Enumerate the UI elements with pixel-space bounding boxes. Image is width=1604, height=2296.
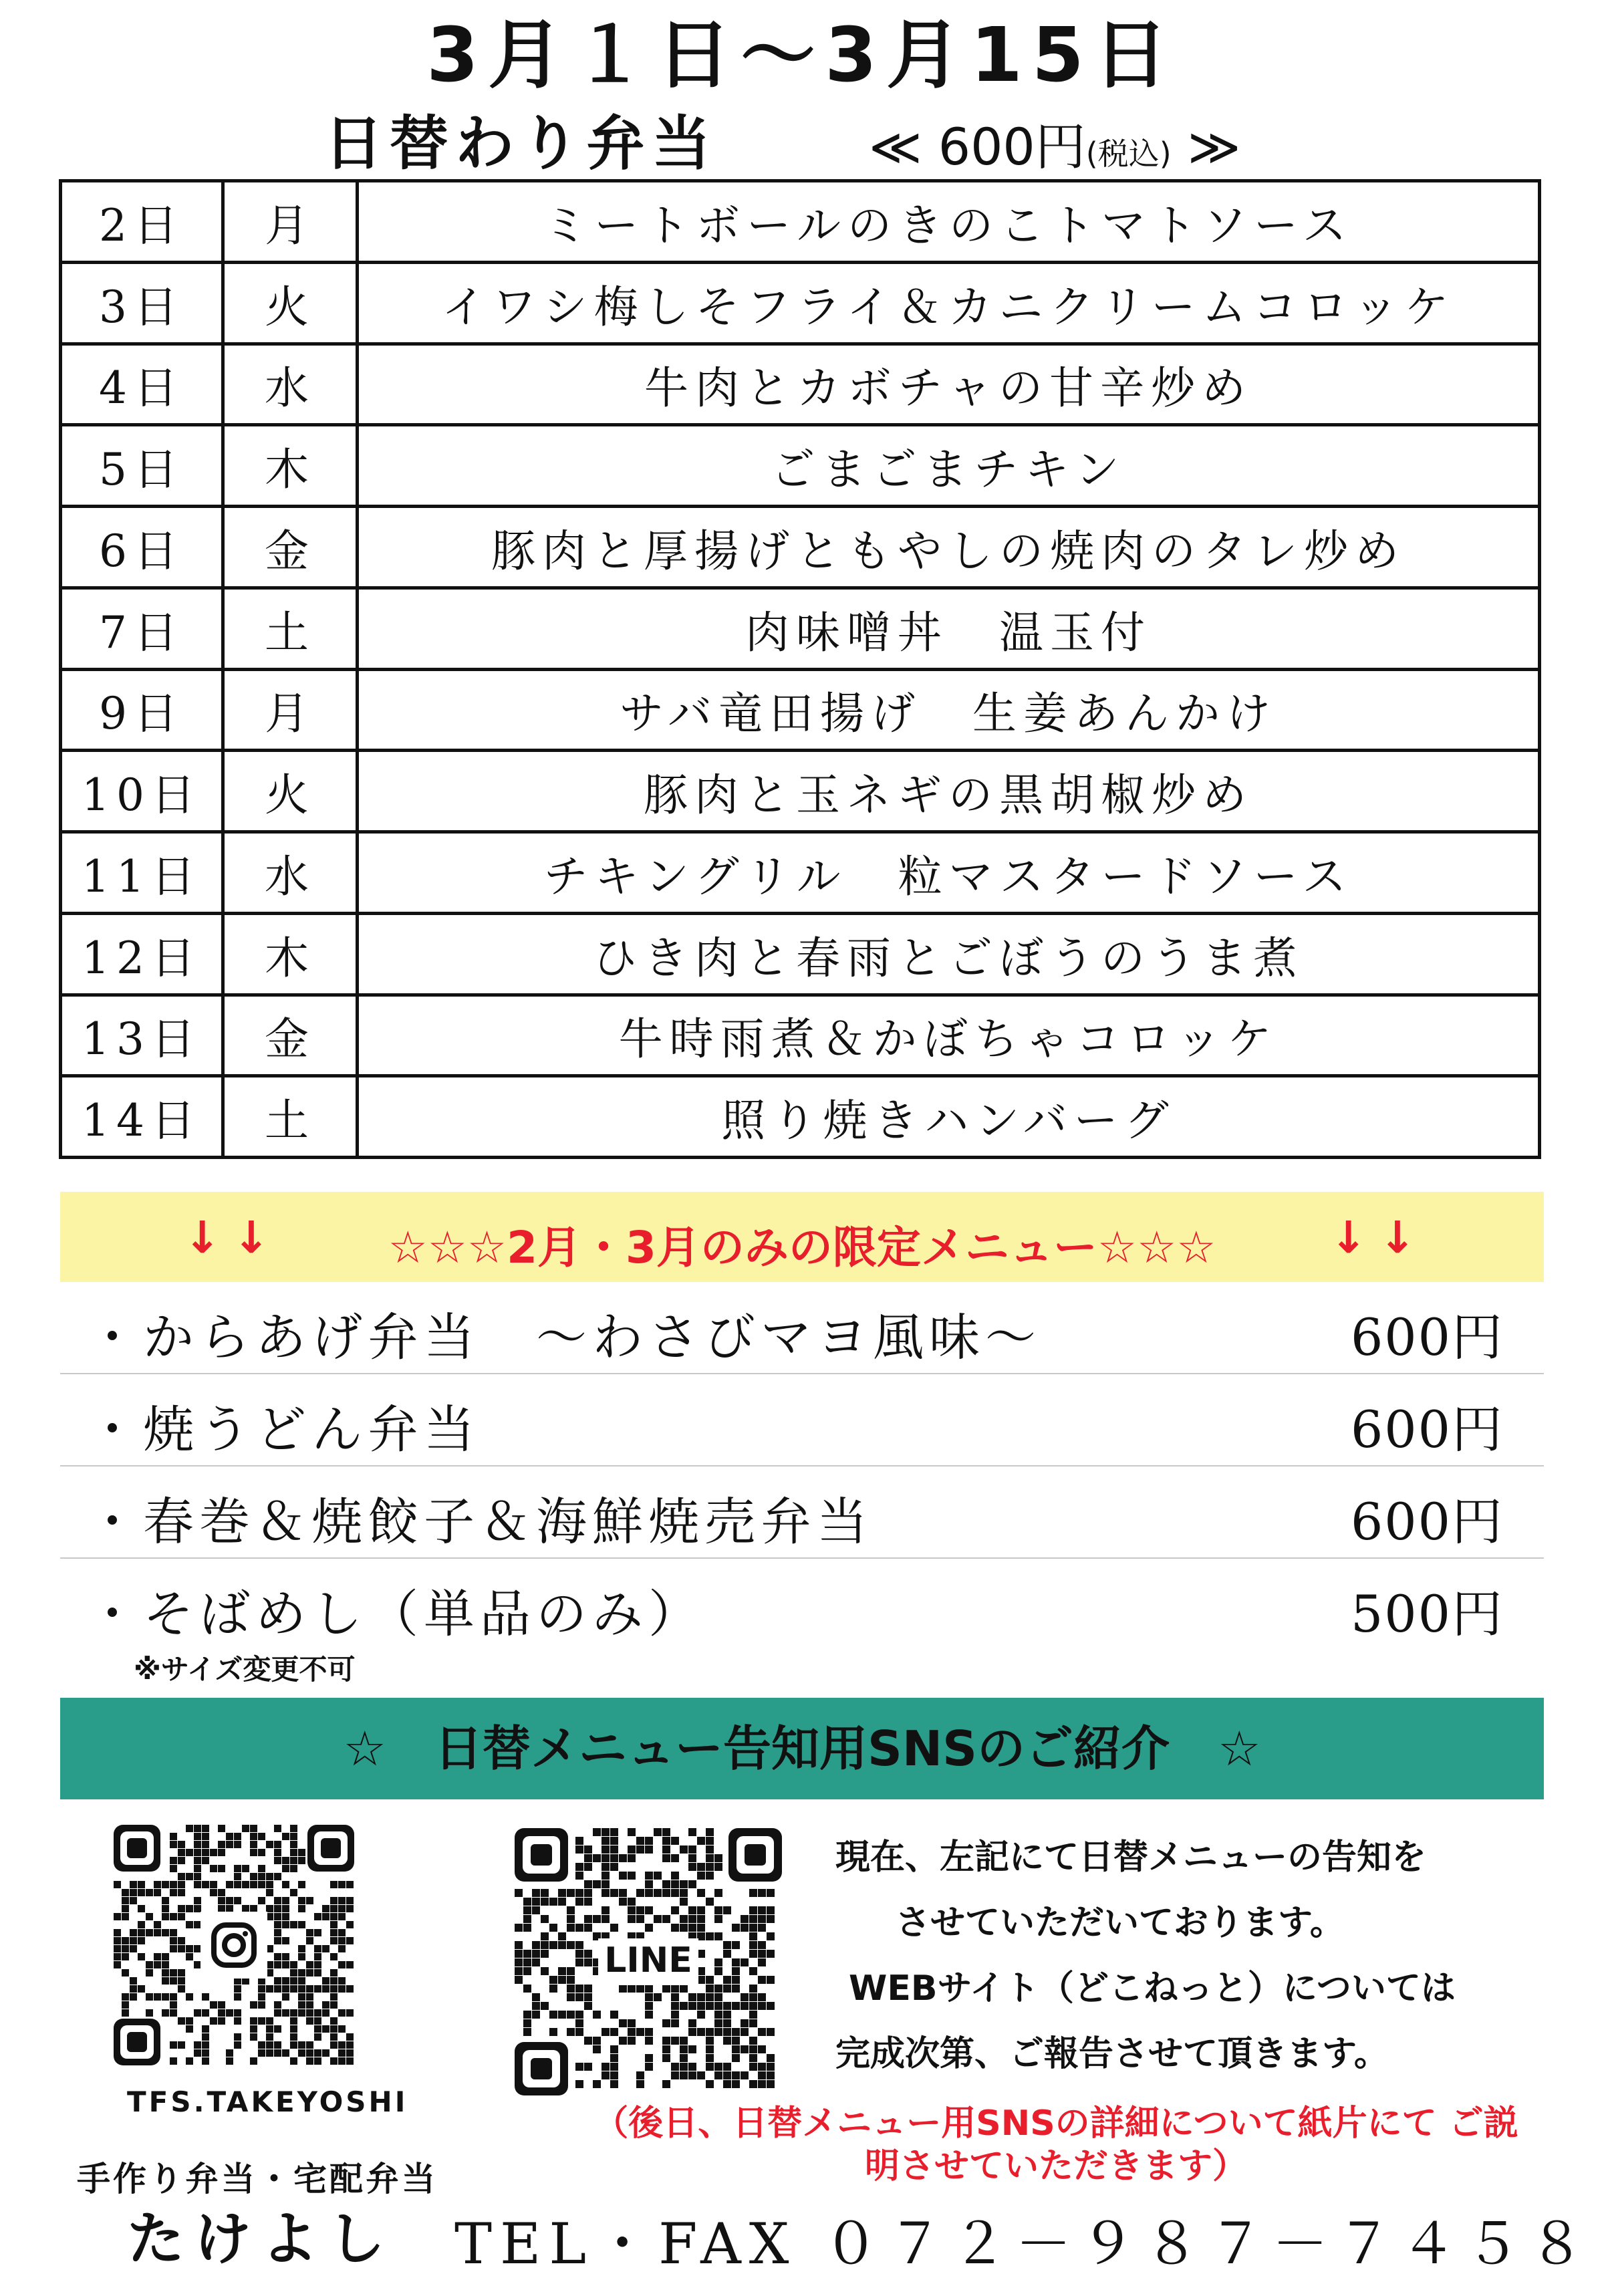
- menu-row: [61, 344, 1540, 425]
- info-line: させていただいております。: [896, 1903, 1345, 1943]
- menu-row: [61, 507, 1540, 588]
- menu-row: [61, 669, 1540, 751]
- info-line: 完成次第、ご報告させて頂きます。: [835, 2034, 1389, 2074]
- info-line: 現在、左記にて日替メニューの告知を: [835, 1837, 1427, 1878]
- menu-row: [61, 1076, 1540, 1158]
- menu-dish: チキングリル 粒マスタードソース: [358, 832, 1540, 914]
- price-main: ≪ 600円: [869, 117, 1086, 176]
- line-qr-code[interactable]: [515, 1828, 782, 2095]
- menu-weekday: 水: [223, 344, 358, 425]
- menu-subtitle: 日替わり弁当: [324, 109, 718, 178]
- red-note: （後日、日替メニュー用SNSの詳細について紙片にて ご説明させていただきます）: [593, 2103, 1518, 2186]
- page-title: 3月１日～3月15日: [426, 12, 1178, 99]
- menu-row: [61, 913, 1540, 995]
- menu-dish: 牛時雨煮＆かぼちゃコロッケ: [358, 995, 1540, 1076]
- menu-weekday: 火: [223, 751, 358, 832]
- arrows-right: ↓↓: [1330, 1212, 1428, 1263]
- info-text: [835, 1825, 1530, 2087]
- menu-dish: 照り焼きハンバーグ: [358, 1076, 1540, 1158]
- menu-day: 9日: [61, 669, 223, 751]
- limited-menu-list: [60, 1282, 1544, 1650]
- instagram-qr-code[interactable]: [114, 1825, 354, 2065]
- limited-item-name: ・焼うどん弁当: [87, 1400, 480, 1459]
- limited-menu-item: [60, 1282, 1544, 1374]
- limited-banner-text: ☆☆☆2月・3月のみの限定メニュー☆☆☆: [388, 1222, 1216, 1273]
- limited-menu-banner: [60, 1192, 1544, 1282]
- menu-weekday: 土: [223, 588, 358, 669]
- info-line: WEBサイト（どこねっと）については: [849, 1968, 1456, 2009]
- shop-tagline: 手作り弁当・宅配弁当: [77, 2159, 438, 2198]
- menu-dish: 豚肉と玉ネギの黒胡椒炒め: [358, 751, 1540, 832]
- menu-row: [61, 425, 1540, 507]
- price-label: [869, 114, 1240, 187]
- menu-dish: 豚肉と厚揚げともやしの焼肉のタレ炒め: [358, 507, 1540, 588]
- shop-name: たけよし: [127, 2205, 394, 2273]
- menu-weekday: 月: [223, 669, 358, 751]
- menu-day: 2日: [61, 181, 223, 263]
- menu-dish: 肉味噌丼 温玉付: [358, 588, 1540, 669]
- instagram-qr-label: TFS.TAKEYOSHI: [127, 2085, 408, 2118]
- menu-dish: サバ竜田揚げ 生姜あんかけ: [358, 669, 1540, 751]
- menu-day: 5日: [61, 425, 223, 507]
- menu-dish: イワシ梅しそフライ＆カニクリームコロッケ: [358, 262, 1540, 344]
- menu-day: 10日: [61, 751, 223, 832]
- menu-row: [61, 751, 1540, 832]
- menu-day: 13日: [61, 995, 223, 1076]
- menu-weekday: 土: [223, 1076, 358, 1158]
- menu-day: 11日: [61, 832, 223, 914]
- limited-item-name: ・春巻＆焼餃子＆海鮮焼売弁当: [87, 1492, 873, 1551]
- menu-weekday: 水: [223, 832, 358, 914]
- limited-menu-item: [60, 1374, 1544, 1466]
- daily-menu-table: [59, 179, 1541, 1159]
- menu-row: [61, 262, 1540, 344]
- price-suffix: ≫: [1171, 117, 1241, 176]
- menu-day: 7日: [61, 588, 223, 669]
- instagram-icon: [211, 1922, 257, 1968]
- sns-banner: ☆ 日替メニュー告知用SNSのご紹介 ☆: [60, 1698, 1544, 1799]
- limited-item-price: 500円: [1350, 1584, 1504, 1644]
- menu-row: [61, 181, 1540, 263]
- menu-weekday: 金: [223, 995, 358, 1076]
- limited-menu-item: [60, 1466, 1544, 1559]
- menu-day: 12日: [61, 913, 223, 995]
- line-icon: LINE: [604, 1940, 692, 1981]
- menu-weekday: 木: [223, 425, 358, 507]
- menu-weekday: 木: [223, 913, 358, 995]
- menu-weekday: 月: [223, 181, 358, 263]
- limited-item-name: ・からあげ弁当 ～わさびマヨ風味～: [87, 1307, 1041, 1367]
- menu-dish: ごまごまチキン: [358, 425, 1540, 507]
- limited-item-price: 600円: [1350, 1492, 1504, 1551]
- arrows-left: ↓↓: [184, 1212, 282, 1263]
- menu-day: 6日: [61, 507, 223, 588]
- limited-menu-item: [60, 1559, 1544, 1650]
- limited-item-price: 600円: [1350, 1400, 1504, 1459]
- menu-dish: ひき肉と春雨とごぼうのうま煮: [358, 913, 1540, 995]
- menu-row: [61, 832, 1540, 914]
- menu-weekday: 金: [223, 507, 358, 588]
- limited-item-name: ・そばめし（単品のみ）: [87, 1584, 704, 1644]
- menu-row: [61, 995, 1540, 1076]
- menu-day: 4日: [61, 344, 223, 425]
- menu-day: 3日: [61, 262, 223, 344]
- menu-dish: 牛肉とカボチャの甘辛炒め: [358, 344, 1540, 425]
- menu-row: [61, 588, 1540, 669]
- limited-note: ※サイズ変更不可: [134, 1653, 356, 1686]
- tel-fax: TEL・FAX ０７２－９８７－７４５８: [454, 2211, 1593, 2277]
- menu-day: 14日: [61, 1076, 223, 1158]
- price-tax: (税込): [1085, 136, 1172, 172]
- menu-weekday: 火: [223, 262, 358, 344]
- menu-dish: ミートボールのきのこトマトソース: [358, 181, 1540, 263]
- limited-item-price: 600円: [1350, 1307, 1504, 1367]
